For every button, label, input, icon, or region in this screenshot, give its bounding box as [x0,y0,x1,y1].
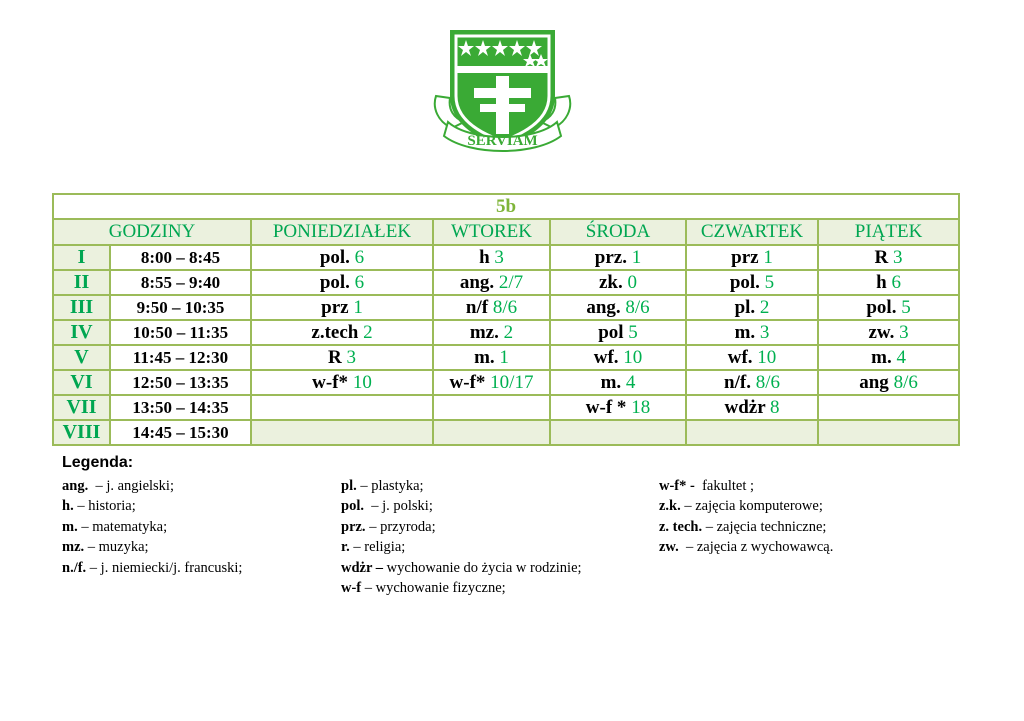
room-number: 2 [363,321,373,343]
class-name-row [53,194,959,219]
header-row [53,219,959,245]
subject: wf. [727,346,758,368]
lesson-cell [433,395,550,420]
lesson-cell [251,270,433,295]
lesson-cell [686,395,818,420]
subject: pol. [866,296,902,318]
lesson-cell [251,370,433,395]
subject: m. [600,371,626,393]
legend-desc: – j. niemiecki/j. francuski; [86,559,243,576]
legend-desc: – przyroda; [365,518,436,535]
table-row [53,420,959,445]
lesson-number: V [53,345,110,370]
lesson-cell [818,370,959,395]
subject: ang. [586,296,626,318]
legend-desc: – plastyka; [356,478,424,494]
lesson-cell [550,345,686,370]
lesson-cell [686,370,818,395]
lesson-cell [686,245,818,270]
lesson-cell [251,420,433,445]
legend-abbr: w-f [341,580,362,597]
room-number: 1 [499,346,509,368]
room-number: 4 [896,346,906,368]
header-friday: PIĄTEK [818,219,959,245]
lesson-cell [550,295,686,320]
legend-item [341,537,582,557]
subject: pol. [319,271,355,293]
room-number: 5 [764,271,775,293]
lesson-cell [433,345,550,370]
table-row [53,245,959,270]
subject: pol. [319,246,355,268]
lesson-cell [251,295,433,320]
legend-desc: – historia; [73,498,136,515]
legend-abbr: n./f. [62,559,87,576]
lesson-cell [433,420,550,445]
legend-abbr: z.k. [659,498,681,515]
subject: m. [871,346,897,368]
subject: w-f* [449,371,491,393]
legend-item [62,496,242,516]
subject: z.tech [311,321,364,343]
room-number: 3 [346,346,356,368]
room-number: 10 [623,346,643,368]
room-number: 8/6 [755,371,780,393]
lesson-time: 12:50 – 13:35 [110,370,251,395]
legend-abbr: mz. [62,539,85,556]
lesson-time: 14:45 – 15:30 [110,420,251,445]
lesson-cell [251,245,433,270]
legend-item [62,476,242,496]
legend-item [341,517,582,537]
table-row [53,320,959,345]
legend-desc: – zajęcia techniczne; [702,518,827,535]
header-wednesday: ŚRODA [550,219,686,245]
subject: mz. [469,321,504,343]
legend-desc: – wychowanie fizyczne; [361,580,506,597]
table-row [53,270,959,295]
legend-item [62,537,242,557]
legend-abbr: r. [341,539,350,556]
room-number: 2 [759,296,770,318]
room-number: 3 [893,246,903,268]
legend-abbr: prz. [341,518,366,535]
legend-item [341,476,582,496]
legend-desc: – muzyka; [84,539,149,556]
legend-desc: – matematyka; [77,518,168,535]
lesson-cell [818,270,959,295]
legend-abbr: wdżr – [341,559,384,576]
subject: h [479,246,495,268]
room-number: 8/6 [492,296,518,318]
room-number: 2 [503,321,514,343]
school-crest-logo [430,26,575,156]
lesson-cell [818,320,959,345]
table-row [53,345,959,370]
room-number: 1 [763,246,773,268]
subject: h [876,271,892,293]
header-thursday: CZWARTEK [686,219,818,245]
table-row [53,295,959,320]
subject: zk. [599,271,628,293]
legend-item [659,476,833,496]
legend-desc: wychowanie do życia w rodzinie; [383,559,582,576]
subject: n/f. [724,371,756,393]
room-number: 5 [628,321,638,343]
lesson-time: 13:50 – 14:35 [110,395,251,420]
legend-abbr: z. tech. [659,518,703,535]
subject: w-f* [312,371,353,393]
subject: n/f [465,296,493,318]
lesson-number: III [53,295,110,320]
room-number: 3 [759,321,770,343]
lesson-cell [818,395,959,420]
room-number: 2/7 [498,271,524,293]
legend-abbr: zw. [659,539,679,556]
header-hours: GODZINY [53,219,251,245]
room-number: 8/6 [625,296,650,318]
lesson-cell [550,370,686,395]
lesson-number: VI [53,370,110,395]
subject: ang. [459,271,499,293]
lesson-cell [550,420,686,445]
subject: pol. [729,271,765,293]
room-number: 0 [627,271,637,293]
room-number: 1 [353,296,363,318]
legend-item [62,517,242,537]
subject: R [328,346,347,368]
subject: prz [731,246,764,268]
lesson-cell [433,320,550,345]
lesson-cell [550,320,686,345]
room-number: 6 [354,271,365,293]
lesson-cell [686,420,818,445]
legend-abbr: w-f* - [659,478,695,494]
legend-desc: – zajęcia komputerowe; [680,498,823,515]
subject: R [874,246,894,268]
legend-column-3 [659,476,833,558]
subject: m. [734,321,760,343]
lesson-number: I [53,245,110,270]
lesson-cell [251,320,433,345]
lesson-time: 9:50 – 10:35 [110,295,251,320]
room-number: 3 [494,246,504,268]
legend-desc: fakultet ; [694,478,755,494]
lesson-cell [550,395,686,420]
legend-desc: – religia; [349,539,406,556]
legend-column-2 [341,476,582,598]
legend-item [341,558,582,578]
lesson-cell [433,295,550,320]
legend-title: Legenda: [62,454,134,471]
lesson-cell [550,270,686,295]
legend-desc: – zajęcia z wychowawcą. [678,539,834,556]
legend-abbr: m. [62,518,78,535]
legend-column-1 [62,476,242,578]
lesson-cell [686,295,818,320]
subject: pol [598,321,629,343]
lesson-cell [251,395,433,420]
legend-item [659,496,833,516]
subject: prz. [594,246,632,268]
room-number: 4 [625,371,636,393]
lesson-cell [686,345,818,370]
legend-desc: – j. angielski; [88,478,174,494]
lesson-time: 10:50 – 11:35 [110,320,251,345]
legend-item [659,517,833,537]
class-name: 5b [53,194,959,219]
lesson-time: 8:00 – 8:45 [110,245,251,270]
header-monday: PONIEDZIAŁEK [251,219,433,245]
room-number: 3 [899,321,909,343]
subject: m. [474,346,500,368]
lesson-cell [818,295,959,320]
lesson-cell [550,245,686,270]
subject: pl. [734,296,760,318]
lesson-cell [818,420,959,445]
lesson-number: IV [53,320,110,345]
table-row [53,370,959,395]
subject: w-f * [585,396,632,418]
legend-desc: – j. polski; [363,498,433,515]
subject: zw. [868,321,900,343]
lesson-number: VII [53,395,110,420]
lesson-number: II [53,270,110,295]
legend-item [62,558,242,578]
lesson-cell [818,245,959,270]
legend-abbr: pl. [341,478,357,494]
room-number: 10 [352,371,372,393]
room-number: 6 [891,271,901,293]
lesson-cell [433,270,550,295]
lesson-cell [818,345,959,370]
legend-item [659,537,833,557]
lesson-cell [433,245,550,270]
lesson-time: 11:45 – 12:30 [110,345,251,370]
room-number: 1 [631,246,642,268]
lesson-cell [686,270,818,295]
room-number: 10 [757,346,777,368]
header-tuesday: WTOREK [433,219,550,245]
schedule-table [52,193,960,446]
legend-abbr: ang. [62,478,89,494]
subject: wf. [593,346,624,368]
room-number: 5 [901,296,911,318]
svg-text:SERVIAM: SERVIAM [467,133,538,149]
room-number: 8 [770,396,780,418]
lesson-number: VIII [53,420,110,445]
room-number: 10/17 [490,371,534,393]
subject: wdżr [724,396,771,418]
subject: ang [859,371,894,393]
legend-item [341,578,582,598]
lesson-time: 8:55 – 9:40 [110,270,251,295]
lesson-cell [251,345,433,370]
subject: prz [321,296,354,318]
table-row [53,395,959,420]
legend-abbr: h. [62,498,74,515]
room-number: 6 [354,246,365,268]
room-number: 18 [631,396,651,418]
room-number: 8/6 [893,371,918,393]
lesson-cell [433,370,550,395]
lesson-cell [686,320,818,345]
legend-item [341,496,582,516]
legend-abbr: pol. [341,498,364,515]
